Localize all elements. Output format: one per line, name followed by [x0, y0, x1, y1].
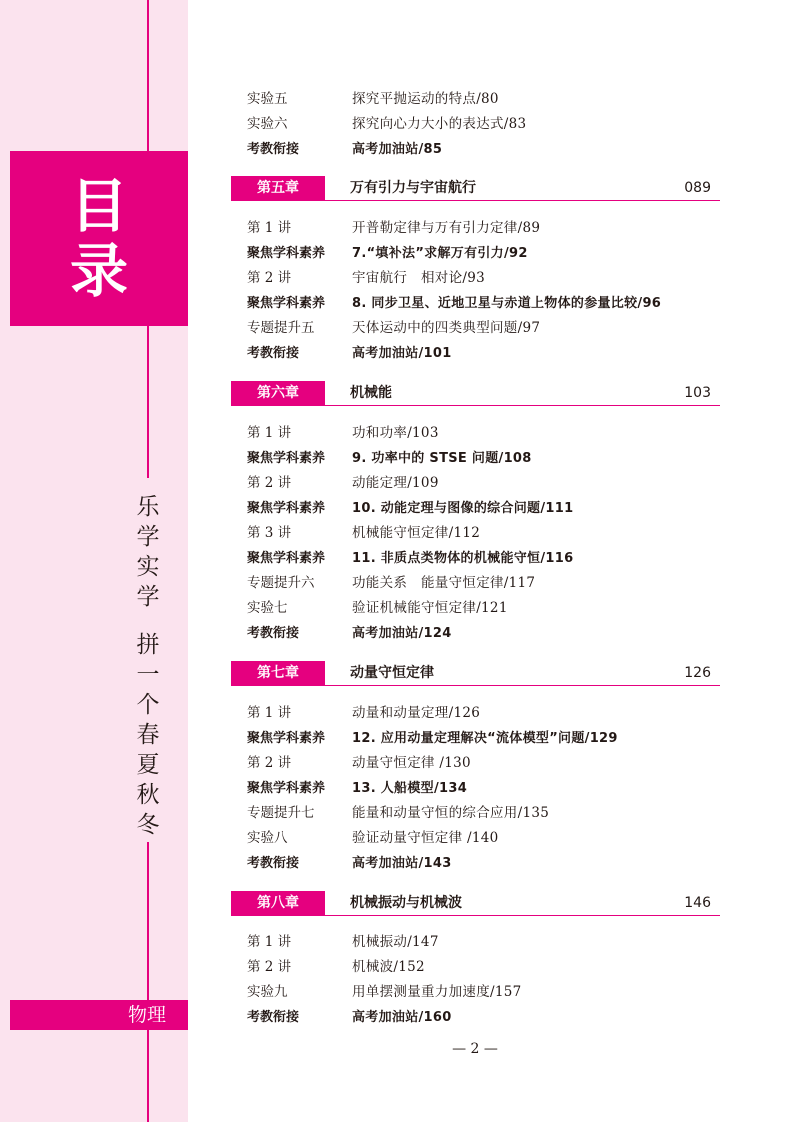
chapter-title: 机械振动与机械波	[350, 895, 462, 911]
toc-entry-label: 第 1 讲	[247, 425, 292, 441]
sidebar	[0, 0, 188, 1122]
toc-entry-label: 第 2 讲	[247, 959, 292, 975]
toc-entry-text: 机械能守恒定律/112	[352, 525, 481, 541]
chapter-rule	[325, 685, 720, 686]
toc-entry[interactable]	[247, 571, 535, 596]
chapter-title: 动量守恒定律	[350, 665, 434, 681]
chapter-tag: 第八章	[231, 891, 325, 916]
toc-entry-label: 聚焦学科素养	[247, 551, 326, 566]
subject-block	[10, 1000, 188, 1030]
toc-entry-label: 考教衔接	[247, 856, 300, 871]
chapter-title: 机械能	[350, 385, 392, 401]
toc-entry[interactable]	[247, 701, 480, 726]
toc-entry[interactable]	[247, 421, 439, 446]
toc-entry-label: 考教衔接	[247, 142, 300, 157]
toc-entry-label: 专题提升五	[247, 320, 315, 336]
toc-entry-label: 专题提升七	[247, 805, 315, 821]
chapter-rule	[325, 405, 720, 406]
toc-entry[interactable]	[247, 776, 467, 801]
slogan-char: 学	[136, 524, 160, 550]
toc-entry[interactable]	[247, 316, 540, 341]
toc-entry-label: 实验八	[247, 830, 288, 846]
toc-entry[interactable]	[247, 241, 528, 266]
toc-entry[interactable]	[247, 291, 661, 316]
toc-entry[interactable]	[247, 726, 618, 751]
toc-entry-label: 第 2 讲	[247, 475, 292, 491]
toc-entry-label: 聚焦学科素养	[247, 501, 326, 516]
toc-entry-label: 聚焦学科素养	[247, 296, 326, 311]
toc-entry-text: 验证动量守恒定律 /140	[352, 830, 499, 846]
toc-title-char-1: 目	[69, 172, 128, 240]
slogan-char: 秋	[136, 782, 160, 808]
toc-entry[interactable]	[247, 341, 452, 366]
toc-entry-label: 实验九	[247, 984, 288, 1000]
toc-title-block	[10, 151, 188, 326]
toc-entry[interactable]	[247, 546, 573, 571]
toc-entry-label: 考教衔接	[247, 626, 300, 641]
chapter-rule	[325, 915, 720, 916]
toc-entry[interactable]	[247, 137, 442, 162]
toc-entry-label: 聚焦学科素养	[247, 246, 326, 261]
toc-entry[interactable]	[247, 596, 508, 621]
toc-entry-text: 探究平抛运动的特点/80	[352, 91, 499, 107]
toc-entry[interactable]	[247, 621, 452, 646]
toc-entry-text: 11. 非质点类物体的机械能守恒/116	[352, 551, 574, 566]
toc-entry[interactable]	[247, 446, 532, 471]
toc-entry-text: 高考加油站/160	[352, 1010, 452, 1025]
slogan-gap	[134, 612, 162, 630]
toc-entry-label: 聚焦学科素养	[247, 451, 326, 466]
toc-entry[interactable]	[247, 955, 425, 980]
toc-entry-text: 8. 同步卫星、近地卫星与赤道上物体的参量比较/96	[352, 296, 662, 311]
chapter-tag: 第六章	[231, 381, 325, 406]
toc-entry-label: 第 1 讲	[247, 934, 292, 950]
toc-entry-text: 用单摆测量重力加速度/157	[352, 984, 522, 1000]
toc-entry[interactable]	[247, 851, 452, 876]
slogan-char: 个	[136, 692, 160, 718]
toc-entry-text: 机械振动/147	[352, 934, 439, 950]
chapter-tag: 第五章	[231, 176, 325, 201]
toc-entry-label: 考教衔接	[247, 346, 300, 361]
toc-entry[interactable]	[247, 216, 540, 241]
toc-entry-label: 考教衔接	[247, 1010, 300, 1025]
toc-entry-text: 高考加油站/143	[352, 856, 452, 871]
toc-entry-label: 专题提升六	[247, 575, 315, 591]
toc-entry[interactable]	[247, 112, 526, 137]
toc-entry-text: 高考加油站/101	[352, 346, 452, 361]
toc-entry-text: 动能定理/109	[352, 475, 439, 491]
toc-entry[interactable]	[247, 751, 471, 776]
toc-entry-label: 聚焦学科素养	[247, 781, 326, 796]
toc-entry-text: 宇宙航行 相对论/93	[352, 270, 486, 286]
chapter-page-number: 089	[684, 180, 711, 196]
toc-entry-label: 实验五	[247, 91, 288, 107]
chapter-page-number: 146	[684, 895, 711, 911]
toc-entry[interactable]	[247, 496, 573, 521]
toc-entry-label: 实验七	[247, 600, 288, 616]
slogan-char: 实	[136, 554, 160, 580]
subject-label: 物理	[127, 1004, 166, 1026]
sidebar-slogan	[134, 492, 162, 840]
chapter-tag: 第七章	[231, 661, 325, 686]
chapter-page-number: 103	[684, 385, 711, 401]
chapter-title: 万有引力与宇宙航行	[350, 180, 476, 196]
slogan-char: 一	[136, 662, 160, 688]
toc-entry-text: 9. 功率中的 STSE 问题/108	[352, 451, 532, 466]
page-number: — 2 —	[452, 1041, 498, 1057]
toc-entry[interactable]	[247, 826, 499, 851]
toc-entry-label: 第 3 讲	[247, 525, 292, 541]
slogan-char: 夏	[136, 752, 160, 778]
toc-entry-label: 第 2 讲	[247, 755, 292, 771]
toc-title-char-2: 录	[69, 237, 128, 305]
toc-entry-text: 探究向心力大小的表达式/83	[352, 116, 527, 132]
toc-entry-text: 高考加油站/85	[352, 142, 443, 157]
toc-entry[interactable]	[247, 521, 480, 546]
sidebar-line-bottom-upper	[147, 842, 149, 1000]
sidebar-line-bottom	[147, 1030, 149, 1122]
toc-entry-text: 能量和动量守恒的综合应用/135	[352, 805, 550, 821]
toc-entry-text: 开普勒定律与万有引力定律/89	[352, 220, 541, 236]
toc-entry-text: 功和功率/103	[352, 425, 439, 441]
chapter-header[interactable]	[231, 176, 720, 201]
toc-entry[interactable]	[247, 266, 485, 291]
toc-entry-text: 12. 应用动量定理解决“流体模型”问题/129	[352, 731, 618, 746]
slogan-char: 学	[136, 584, 160, 610]
toc-entry-text: 验证机械能守恒定律/121	[352, 600, 508, 616]
slogan-char: 拼	[136, 632, 160, 658]
toc-entry[interactable]	[247, 980, 522, 1005]
toc-entry[interactable]	[247, 930, 439, 955]
slogan-char: 冬	[136, 812, 160, 838]
toc-entry-text: 功能关系 能量守恒定律/117	[352, 575, 536, 591]
chapter-header[interactable]	[231, 381, 720, 406]
slogan-char: 春	[136, 722, 160, 748]
toc-entry-text: 天体运动中的四类典型问题/97	[352, 320, 541, 336]
sidebar-line-top	[147, 0, 149, 151]
slogan-char: 乐	[136, 494, 160, 520]
toc-entry-text: 10. 动能定理与图像的综合问题/111	[352, 501, 574, 516]
sidebar-line-middle	[147, 326, 149, 478]
chapter-header[interactable]	[231, 891, 720, 916]
toc-entry-label: 第 1 讲	[247, 220, 292, 236]
toc-entry[interactable]	[247, 801, 549, 826]
toc-entry[interactable]	[247, 1005, 452, 1030]
toc-entry[interactable]	[247, 87, 499, 112]
chapter-rule	[325, 200, 720, 201]
toc-entry-text: 13. 人船模型/134	[352, 781, 468, 796]
toc-entry-label: 实验六	[247, 116, 288, 132]
chapter-page-number: 126	[684, 665, 711, 681]
toc-entry-text: 高考加油站/124	[352, 626, 452, 641]
toc-entry-text: 动量守恒定律 /130	[352, 755, 471, 771]
toc-entry-text: 机械波/152	[352, 959, 425, 975]
toc-entry-label: 聚焦学科素养	[247, 731, 326, 746]
chapter-header[interactable]	[231, 661, 720, 686]
toc-entry-text: 7.“填补法”求解万有引力/92	[352, 246, 528, 261]
toc-entry-label: 第 1 讲	[247, 705, 292, 721]
toc-entry-text: 动量和动量定理/126	[352, 705, 481, 721]
toc-entry[interactable]	[247, 471, 439, 496]
toc-entry-label: 第 2 讲	[247, 270, 292, 286]
